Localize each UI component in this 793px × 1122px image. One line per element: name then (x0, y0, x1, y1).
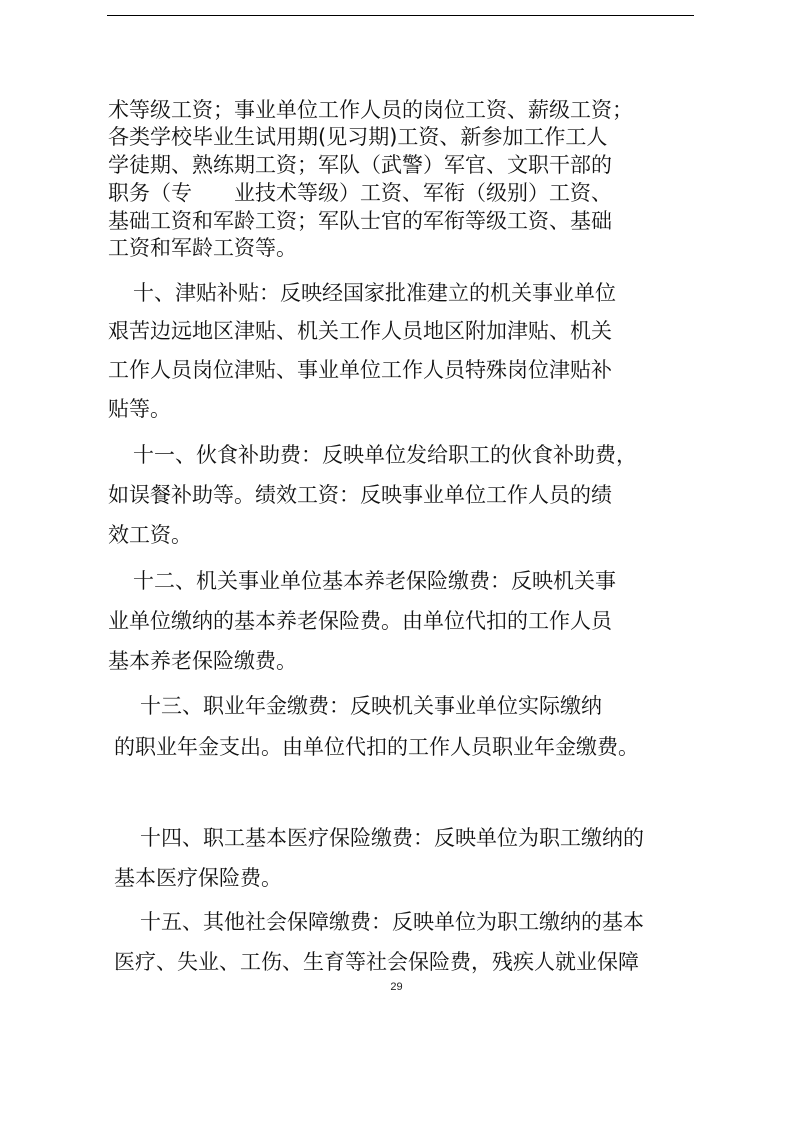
paragraph-first-line: 十、津贴补贴：反映经国家批准建立的机关事业单位 (133, 281, 616, 305)
paragraph-first-line: 十一、伙食补助费：反映单位发给职工的伙食补助费， (133, 443, 637, 467)
text-line: 学徒期、熟练期工资；军队（武警）军官、文职干部的 (108, 153, 612, 177)
text-line: 基础工资和军龄工资；军队士官的军衔等级工资、基础 (108, 209, 612, 233)
text-line: 贴等。 (108, 397, 171, 421)
text-line: 工资和军龄工资等。 (108, 236, 297, 260)
paragraph-first-line: 十二、机关事业单位基本养老保险缴费：反映机关事 (133, 569, 616, 593)
text-line: 术等级工资；事业单位工作人员的岗位工资、薪级工资； (108, 98, 633, 122)
text-line: 各类学校毕业生试用期(见习期)工资、新参加工作工人 (108, 125, 608, 149)
paragraph-first-line: 十五、其他社会保障缴费：反映单位为职工缴纳的基本 (140, 910, 644, 934)
text-line: 艰苦边远地区津贴、机关工作人员地区附加津贴、机关 (108, 319, 612, 343)
text-line: 医疗、失业、工伤、生育等社会保险费，残疾人就业保障 (114, 950, 639, 974)
text-line: 如误餐补助等。绩效工资：反映事业单位工作人员的绩 (108, 483, 612, 507)
text-line: 工作人员岗位津贴、事业单位工作人员特殊岗位津贴补 (108, 358, 612, 382)
page-number: 29 (390, 981, 403, 993)
paragraph-first-line: 十四、职工基本医疗保险缴费：反映单位为职工缴纳的 (140, 826, 644, 850)
paragraph-first-line: 十三、职业年金缴费：反映机关事业单位实际缴纳 (140, 694, 602, 718)
text-line: 基本养老保险缴费。 (108, 649, 297, 673)
text-line: 业单位缴纳的基本养老保险费。由单位代扣的工作人员 (108, 609, 612, 633)
text-line: 效工资。 (108, 523, 192, 547)
text-line: 的职业年金支出。由单位代扣的工作人员职业年金缴费。 (114, 735, 639, 759)
text-line: 基本医疗保险费。 (114, 866, 282, 890)
header-rule (107, 15, 694, 16)
text-line: 职务（专 业技术等级）工资、军衔（级别）工资、 (108, 181, 612, 205)
